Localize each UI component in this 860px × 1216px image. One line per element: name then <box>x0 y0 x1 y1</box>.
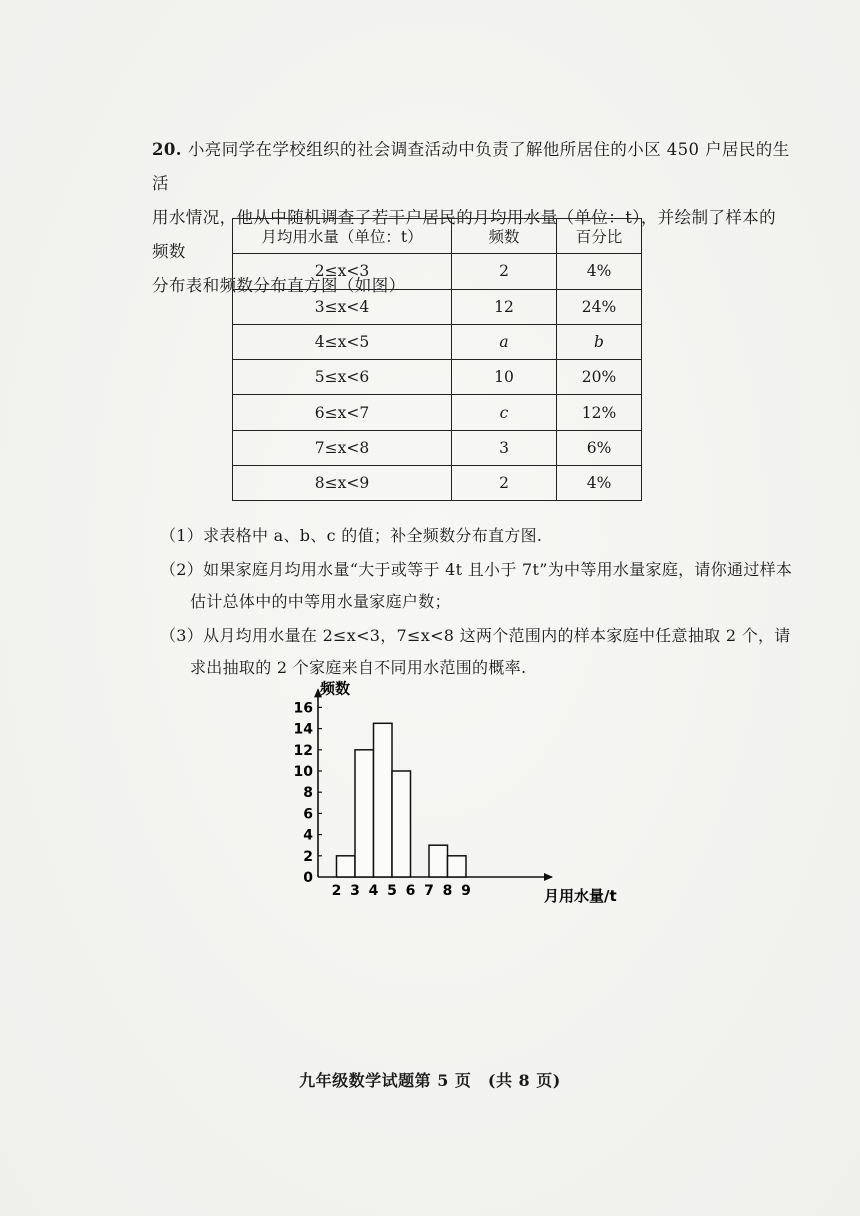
table-row <box>233 395 642 430</box>
table-row <box>233 254 642 289</box>
y-tick-label: 8 <box>303 785 313 802</box>
subquestion-2-line-2: 估计总体中的中等用水量家庭户数； <box>190 592 451 611</box>
table-row <box>233 430 642 465</box>
table-row <box>233 289 642 324</box>
page-footer: 九年级数学试题第 5 页 (共 8 页) <box>299 1071 561 1090</box>
cell-count: a <box>452 324 557 359</box>
histogram-bar <box>337 856 356 877</box>
x-tick-label: 2 <box>331 883 342 899</box>
x-tick-label: 7 <box>424 883 434 899</box>
subquestion-list <box>160 520 800 684</box>
frequency-histogram <box>290 672 650 904</box>
histogram-bar <box>355 750 374 877</box>
y-tick-label: 10 <box>293 764 313 780</box>
cell-count: c <box>452 395 557 430</box>
question-line-3: 分布表和频数分布直方图（如图） <box>152 276 406 295</box>
cell-range: 6≤x<7 <box>233 395 452 430</box>
x-tick-label: 5 <box>387 883 397 899</box>
y-tick-label: 12 <box>293 742 313 759</box>
question-number: 20. <box>152 140 182 159</box>
cell-percent: 4% <box>557 466 642 501</box>
histogram-bar <box>448 856 467 877</box>
x-tick-label: 4 <box>368 883 379 899</box>
y-tick-label: 6 <box>303 806 313 823</box>
histogram-bar <box>429 845 448 877</box>
table-row <box>233 360 642 395</box>
header-count: 频数 <box>452 219 557 254</box>
cell-range: 2≤x<3 <box>233 254 452 289</box>
cell-range: 4≤x<5 <box>233 324 452 359</box>
header-range: 月均用水量（单位：t） <box>233 219 452 254</box>
y-tick-label: 0 <box>303 870 313 886</box>
cell-range: 3≤x<4 <box>233 289 452 324</box>
y-tick-label: 16 <box>293 700 313 717</box>
y-tick-label: 4 <box>303 827 313 844</box>
x-tick-label: 8 <box>442 883 453 899</box>
cell-count: 10 <box>452 360 557 395</box>
cell-percent: 6% <box>557 430 642 465</box>
question-line-1: 小亮同学在学校组织的社会调查活动中负责了解他所居住的小区 450 户居民的生活 <box>152 140 790 193</box>
frequency-table <box>232 218 642 501</box>
x-tick-label: 6 <box>405 883 416 899</box>
x-tick-label: 9 <box>461 883 471 899</box>
x-axis-label: 月用水量/t <box>544 887 617 904</box>
cell-range: 8≤x<9 <box>233 466 452 501</box>
cell-range: 5≤x<6 <box>233 360 452 395</box>
question-line-2: 用水情况，他从中随机调查了若干户居民的月均用水量（单位：t），并绘制了样本的频数 <box>152 208 777 261</box>
subquestion-3-line-1: （3）从月均用水量在 2≤x<3，7≤x<8 这两个范围内的样本家庭中任意抽取 2 个，请 <box>160 626 791 645</box>
table-row <box>233 324 642 359</box>
cell-percent: b <box>557 324 642 359</box>
x-axis-arrow <box>544 873 553 881</box>
x-tick-label: 3 <box>350 883 360 899</box>
y-axis-label: 频数 <box>320 679 351 698</box>
table-header-row <box>233 219 642 254</box>
cell-percent: 12% <box>557 395 642 430</box>
subquestion-3-line-2: 求出抽取的 2 个家庭来自不同用水范围的概率. <box>190 658 527 677</box>
subquestion-1: （1）求表格中 a、b、c 的值；补全频数分布直方图. <box>160 526 543 545</box>
table-row <box>233 466 642 501</box>
cell-range: 7≤x<8 <box>233 430 452 465</box>
cell-percent: 4% <box>557 254 642 289</box>
cell-count: 3 <box>452 430 557 465</box>
histogram-bar <box>392 771 411 877</box>
header-percent: 百分比 <box>557 219 642 254</box>
cell-count: 2 <box>452 466 557 501</box>
histogram-bar <box>374 723 393 877</box>
cell-count: 12 <box>452 289 557 324</box>
cell-count: 2 <box>452 254 557 289</box>
subquestion-2-line-1: （2）如果家庭月均用水量“大于或等于 4t 且小于 7t”为中等用水量家庭，请你通过样本 <box>160 560 793 579</box>
y-tick-label: 14 <box>293 721 313 738</box>
cell-percent: 24% <box>557 289 642 324</box>
y-tick-label: 2 <box>303 848 313 865</box>
cell-percent: 20% <box>557 360 642 395</box>
